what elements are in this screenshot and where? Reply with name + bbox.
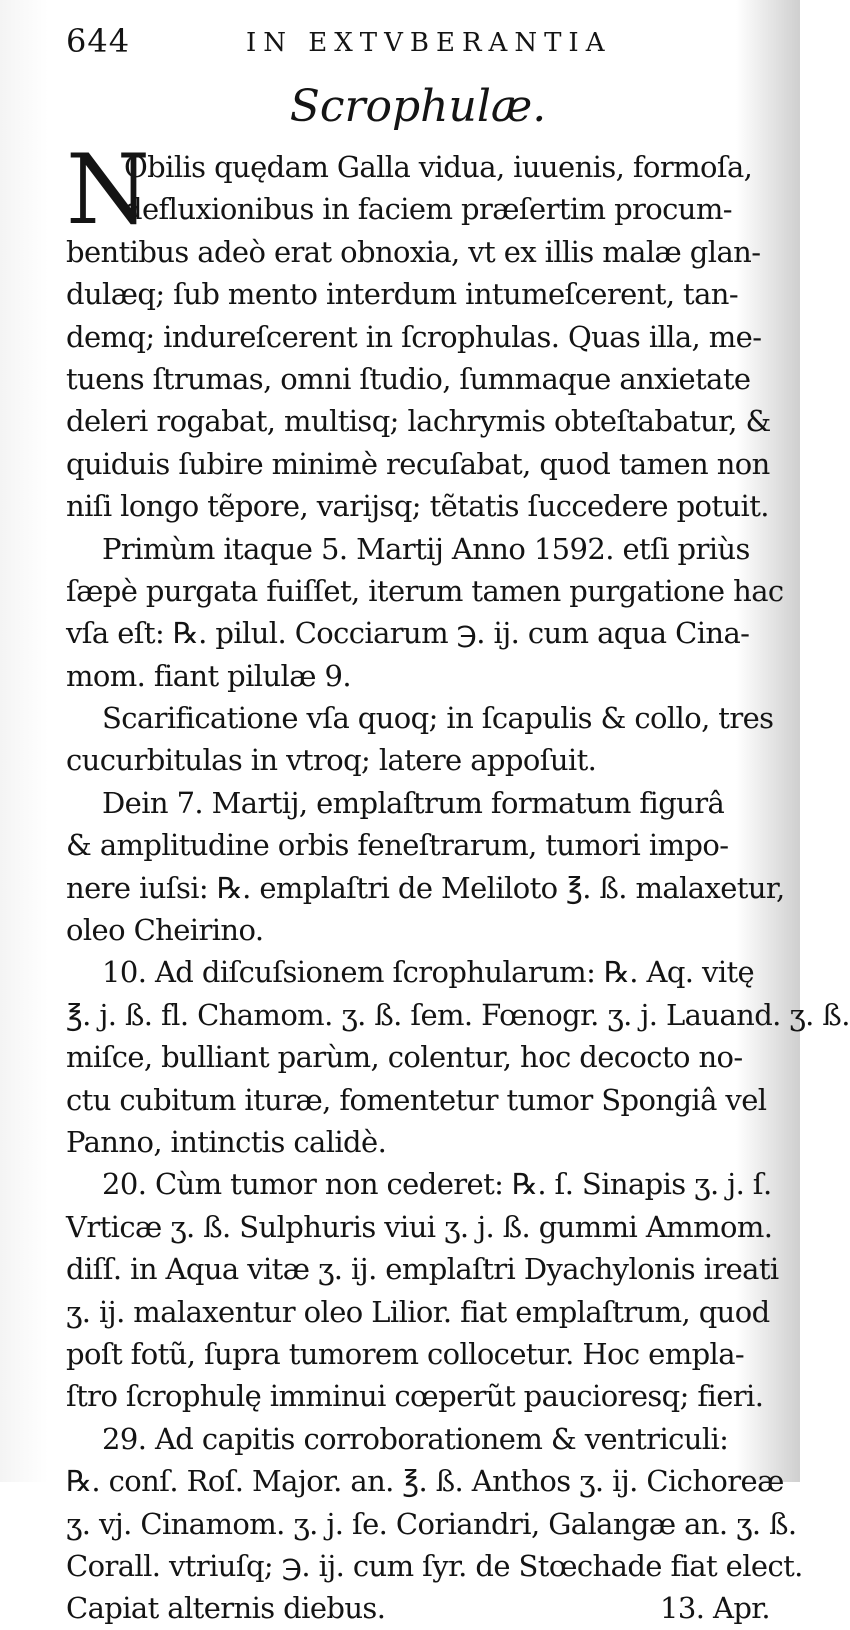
- text-line: niſi longo tẽpore, varijsq; tẽtatis ſuccedere potuit.: [66, 489, 769, 524]
- text-line: Scarificatione vſa quoq; in ſcapulis & collo, tres: [102, 701, 774, 736]
- text-line: diſſ. in Aqua vitæ ʒ. ij. emplaſtri Dyachylonis ireati: [66, 1252, 779, 1287]
- text-line: defluxionibus in faciem præſertim procum-: [124, 192, 732, 227]
- text-line: 10. Ad diſcuſsionem ſcrophularum: ℞. Aq. vitę: [102, 955, 755, 990]
- text-line: Vrticæ ʒ. ß. Sulphuris viui ʒ. j. ß. gummi Ammom.: [66, 1209, 773, 1244]
- text-line: ℞. conſ. Roſ. Major. an. ℥. ß. Anthos ʒ. ij. Cichoreæ: [66, 1464, 784, 1499]
- text-line: & amplitudine orbis feneſtrarum, tumori impo-: [66, 828, 729, 863]
- text-line: poſt fotũ, ſupra tumorem collocetur. Hoc empla-: [66, 1336, 745, 1371]
- text-line: ℥. j. ß. fl. Chamom. ʒ. ß. ſem. Fœnogr. ʒ. j. Lauand. ʒ. ß.: [66, 997, 850, 1032]
- text-line: vſa eſt: ℞. pilul. Cocciarum ℈. ij. cum aqua Cina-: [66, 616, 750, 651]
- text-line: nere iuſsi: ℞. emplaſtri de Meliloto ℥. ß. malaxetur,: [66, 870, 785, 905]
- running-title: IN EXTVBERANTIA: [246, 28, 612, 58]
- text-line: ſtro ſcrophulę imminui cœperũt paucioresq; fieri.: [66, 1379, 764, 1414]
- text-line-last: [66, 1587, 770, 1629]
- catchword: 13. Apr.: [660, 1591, 770, 1626]
- text-line: Dein 7. Martij, emplaſtrum formatum figurâ: [102, 785, 725, 820]
- text-line: Primùm itaque 5. Martij Anno 1592. etſi priùs: [102, 531, 750, 566]
- text-line: Panno, intinctis calidè.: [66, 1124, 387, 1159]
- text-line: dulæq; ſub mento interdum intumeſcerent, tan-: [66, 277, 739, 312]
- text-line: cucurbitulas in vtroq; latere appoſuit.: [66, 743, 597, 778]
- text-line: quiduis ſubire minimè recuſabat, quod tamen non: [66, 446, 770, 481]
- text-line: ʒ. ij. malaxentur oleo Lilior. fiat emplaſtrum, quod: [66, 1294, 770, 1329]
- section-heading: Scrophulæ.: [289, 81, 547, 132]
- drop-cap: N: [66, 134, 150, 246]
- text-line: 29. Ad capitis corroborationem & ventriculi:: [102, 1421, 729, 1456]
- text-line: demq; indureſcerent in ſcrophulas. Quas illa, me-: [66, 319, 762, 354]
- page-number: 644: [66, 22, 131, 60]
- text-line: miſce, bulliant parùm, colentur, hoc decocto no-: [66, 1040, 743, 1075]
- text-line: bentibus adeò erat obnoxia, vt ex illis malæ glan-: [66, 234, 761, 269]
- closing-text: Capiat alternis diebus.: [66, 1591, 386, 1626]
- text-line: ʒ. vj. Cinamom. ʒ. j. ſe. Coriandri, Galangæ an. ʒ. ß.: [66, 1506, 797, 1541]
- page-header: [66, 0, 770, 70]
- text-line: tuens ſtrumas, omni ſtudio, ſummaque anxietate: [66, 361, 751, 396]
- body-text: [66, 134, 850, 1630]
- text-line: oleo Cheirino.: [66, 913, 264, 948]
- text-line: ſæpè purgata fuiſſet, iterum tamen purgatione hac: [66, 573, 784, 608]
- text-line: ctu cubitum ituræ, fomentetur tumor Spongiâ vel: [66, 1082, 767, 1117]
- text-line: Corall. vtriuſq; ℈. ij. cum ſyr. de Stœchade fiat elect.: [66, 1548, 803, 1583]
- text-line: Obilis quędam Galla vidua, iuuenis, formoſa,: [124, 150, 753, 184]
- text-line: mom. fiant pilulæ 9.: [66, 658, 351, 693]
- text-line: 20. Cùm tumor non cederet: ℞. ſ. Sinapis ʒ. j. ſ.: [102, 1167, 772, 1202]
- text-line: deleri rogabat, multisq; lachrymis obteſtabatur, &: [66, 404, 771, 439]
